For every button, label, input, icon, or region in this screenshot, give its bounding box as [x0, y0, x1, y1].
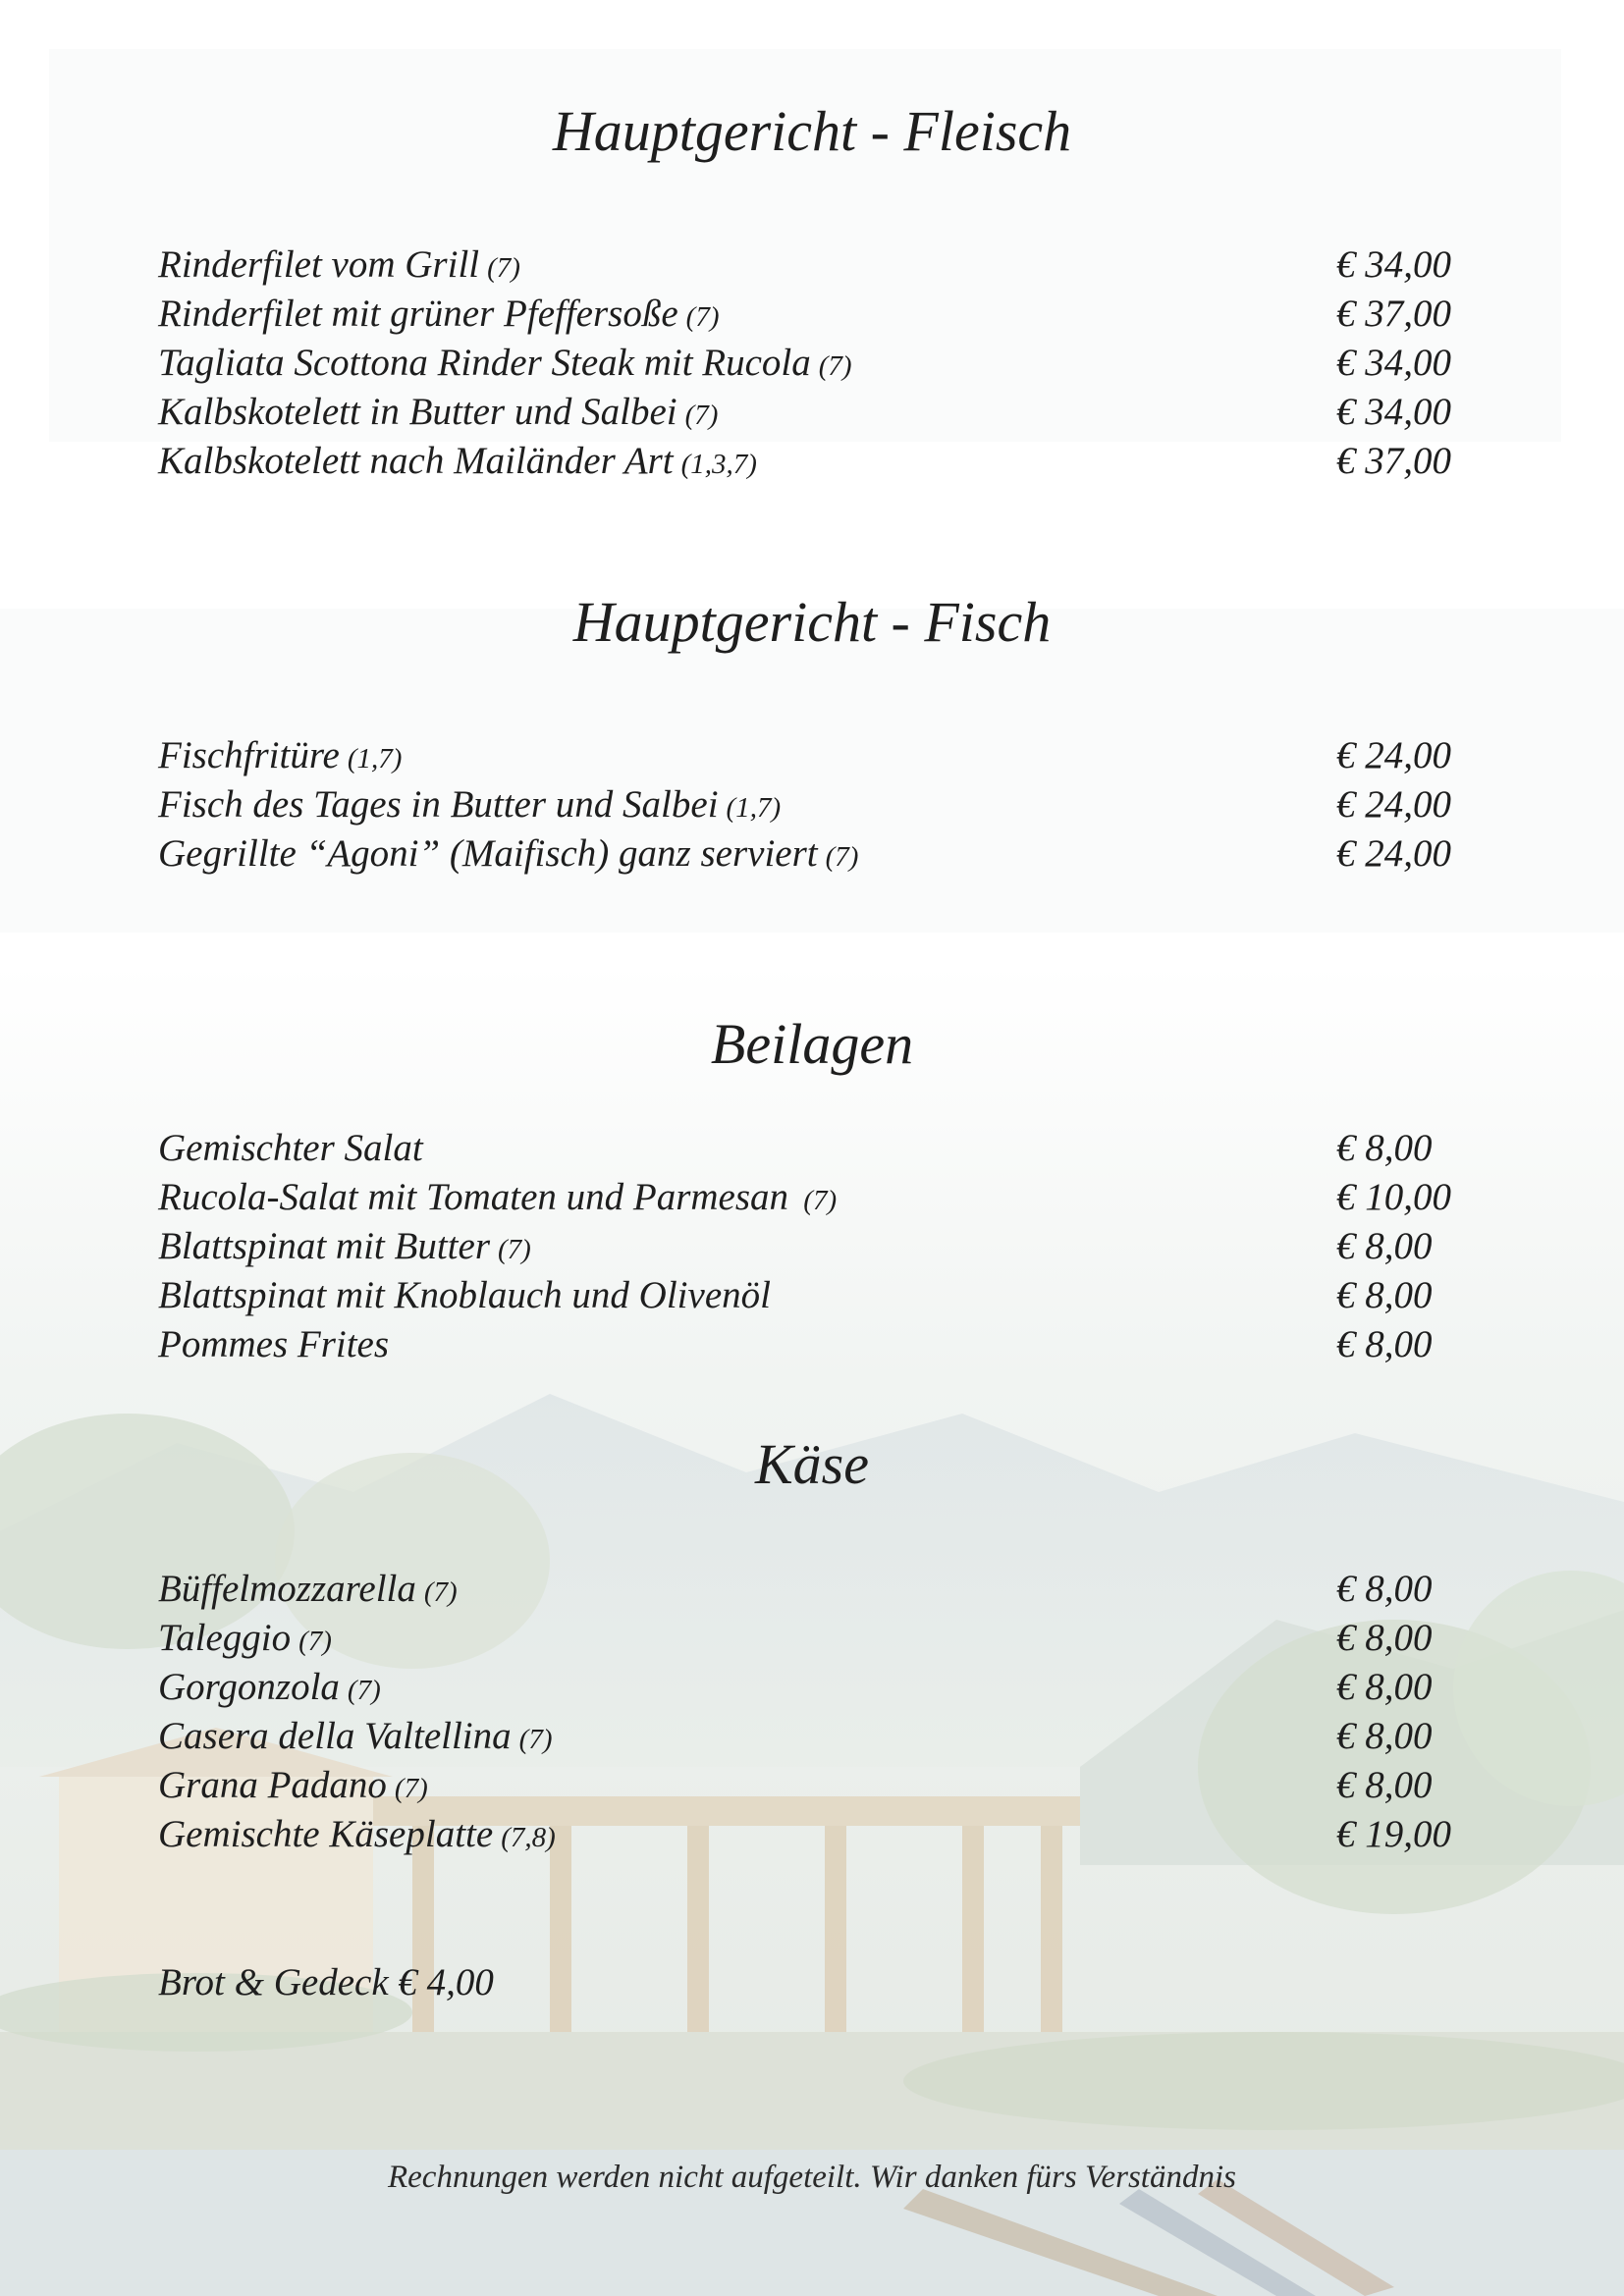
- item-name: Kalbskotelett in Butter und Salbei: [158, 391, 677, 433]
- section-title-fleisch: Hauptgericht - Fleisch: [552, 99, 1072, 163]
- menu-item: [158, 1714, 1469, 1763]
- menu-item: [158, 1322, 1469, 1371]
- item-name-wrap: [158, 439, 757, 483]
- item-name-wrap: [158, 1567, 458, 1611]
- section-items-fleisch: [158, 242, 1469, 488]
- menu-item: [158, 1224, 1469, 1273]
- item-allergens: (1,7): [347, 743, 403, 774]
- menu-item: [158, 1175, 1469, 1224]
- menu-item: [158, 1812, 1469, 1861]
- item-name: Casera della Valtellina: [158, 1715, 512, 1757]
- item-price: € 10,00: [1336, 1176, 1451, 1218]
- item-name-wrap: [158, 1714, 552, 1758]
- item-name: Rinderfilet vom Grill: [158, 243, 480, 286]
- item-name: Büffelmozzarella: [158, 1568, 416, 1610]
- menu-item: [158, 390, 1469, 439]
- item-name-wrap: [158, 242, 520, 287]
- item-allergens: (1,3,7): [680, 449, 757, 480]
- menu-item: [158, 242, 1469, 292]
- item-name: Kalbskotelett nach Mailänder Art: [158, 440, 674, 482]
- item-price: € 24,00: [1336, 783, 1451, 826]
- item-name-wrap: [158, 1616, 332, 1660]
- menu-item: [158, 341, 1469, 390]
- item-name-wrap: [158, 1273, 779, 1317]
- item-name: Tagliata Scottona Rinder Steak mit Rucola: [158, 342, 811, 384]
- menu-item: [158, 1126, 1469, 1175]
- item-name: Pommes Frites: [158, 1323, 390, 1365]
- item-price: € 24,00: [1336, 734, 1451, 776]
- bread-cover-charge: Brot & Gedeck € 4,00: [158, 1961, 494, 2003]
- item-allergens: (7): [298, 1626, 332, 1657]
- item-allergens: (1,7): [726, 792, 782, 824]
- menu-item: [158, 1273, 1469, 1322]
- section-title-beilagen: Beilagen: [710, 1012, 914, 1076]
- item-price: € 8,00: [1336, 1715, 1433, 1757]
- item-allergens: (7): [685, 301, 720, 333]
- item-name: Blattspinat mit Butter: [158, 1225, 490, 1267]
- item-price: € 8,00: [1336, 1323, 1433, 1365]
- item-allergens: (7): [825, 841, 859, 873]
- menu-item: [158, 831, 1469, 881]
- item-name: Rinderfilet mit grüner Pfeffersoße: [158, 293, 678, 335]
- item-name: Gorgonzola: [158, 1666, 340, 1708]
- item-name-wrap: [158, 1224, 531, 1268]
- section-title-kaese: Käse: [755, 1432, 869, 1496]
- item-price: € 8,00: [1336, 1617, 1433, 1659]
- item-name-wrap: [158, 1763, 428, 1807]
- item-name: Taleggio: [158, 1617, 292, 1659]
- item-name-wrap: [158, 1812, 556, 1856]
- menu-item: [158, 1665, 1469, 1714]
- menu-item: [158, 782, 1469, 831]
- item-name: Rucola-Salat mit Tomaten und Parmesan: [158, 1176, 789, 1218]
- item-allergens: (7): [347, 1675, 381, 1706]
- item-price: € 37,00: [1336, 440, 1451, 482]
- section-title-fisch: Hauptgericht - Fisch: [572, 590, 1052, 654]
- item-price: € 34,00: [1336, 342, 1451, 384]
- item-allergens: (7): [684, 400, 719, 431]
- menu-item: [158, 1616, 1469, 1665]
- item-price: € 37,00: [1336, 293, 1451, 335]
- item-name: Blattspinat mit Knoblauch und Olivenöl: [158, 1274, 771, 1316]
- item-name-wrap: [158, 341, 852, 385]
- footer-note: Rechnungen werden nicht aufgeteilt. Wir danken fürs Verständnis: [388, 2160, 1236, 2195]
- item-name-wrap: [158, 1126, 431, 1170]
- section-items-kaese: [158, 1567, 1469, 1861]
- menu-item: [158, 292, 1469, 341]
- item-name-wrap: [158, 831, 858, 876]
- item-price: € 8,00: [1336, 1127, 1433, 1169]
- item-allergens: (7): [423, 1576, 458, 1608]
- item-name-wrap: [158, 733, 402, 777]
- item-price: € 34,00: [1336, 391, 1451, 433]
- item-price: € 34,00: [1336, 243, 1451, 286]
- item-name: Gemischte Käseplatte: [158, 1813, 494, 1855]
- item-allergens: (7): [518, 1724, 553, 1755]
- item-name-wrap: [158, 1322, 397, 1366]
- item-allergens: (7): [498, 1234, 531, 1265]
- section-items-beilagen: [158, 1126, 1469, 1371]
- item-price: € 8,00: [1336, 1764, 1433, 1806]
- item-price: € 8,00: [1336, 1274, 1433, 1316]
- item-allergens: (7): [818, 350, 852, 382]
- item-price: € 24,00: [1336, 832, 1451, 875]
- item-name-wrap: [158, 390, 718, 434]
- item-allergens: (7,8): [501, 1822, 556, 1853]
- item-name: Fisch des Tages in Butter und Salbei: [158, 783, 719, 826]
- item-allergens: (7): [487, 252, 520, 284]
- item-name-wrap: [158, 292, 720, 336]
- item-name: Grana Padano: [158, 1764, 387, 1806]
- item-price: € 8,00: [1336, 1666, 1433, 1708]
- section-items-fisch: [158, 733, 1469, 881]
- item-name: Fischfritüre: [158, 734, 340, 776]
- item-name-wrap: [158, 1665, 381, 1709]
- menu-item: [158, 1763, 1469, 1812]
- item-allergens: (7): [796, 1185, 838, 1216]
- menu-item: [158, 1567, 1469, 1616]
- item-name-wrap: [158, 1175, 837, 1219]
- item-price: € 8,00: [1336, 1568, 1433, 1610]
- item-name: Gemischter Salat: [158, 1127, 423, 1169]
- item-allergens: (7): [394, 1773, 428, 1804]
- item-price: € 8,00: [1336, 1225, 1433, 1267]
- item-name-wrap: [158, 782, 781, 827]
- item-name: Gegrillte “Agoni” (Maifisch) ganz serviert: [158, 832, 818, 875]
- item-price: € 19,00: [1336, 1813, 1451, 1855]
- menu-item: [158, 733, 1469, 782]
- menu-item: [158, 439, 1469, 488]
